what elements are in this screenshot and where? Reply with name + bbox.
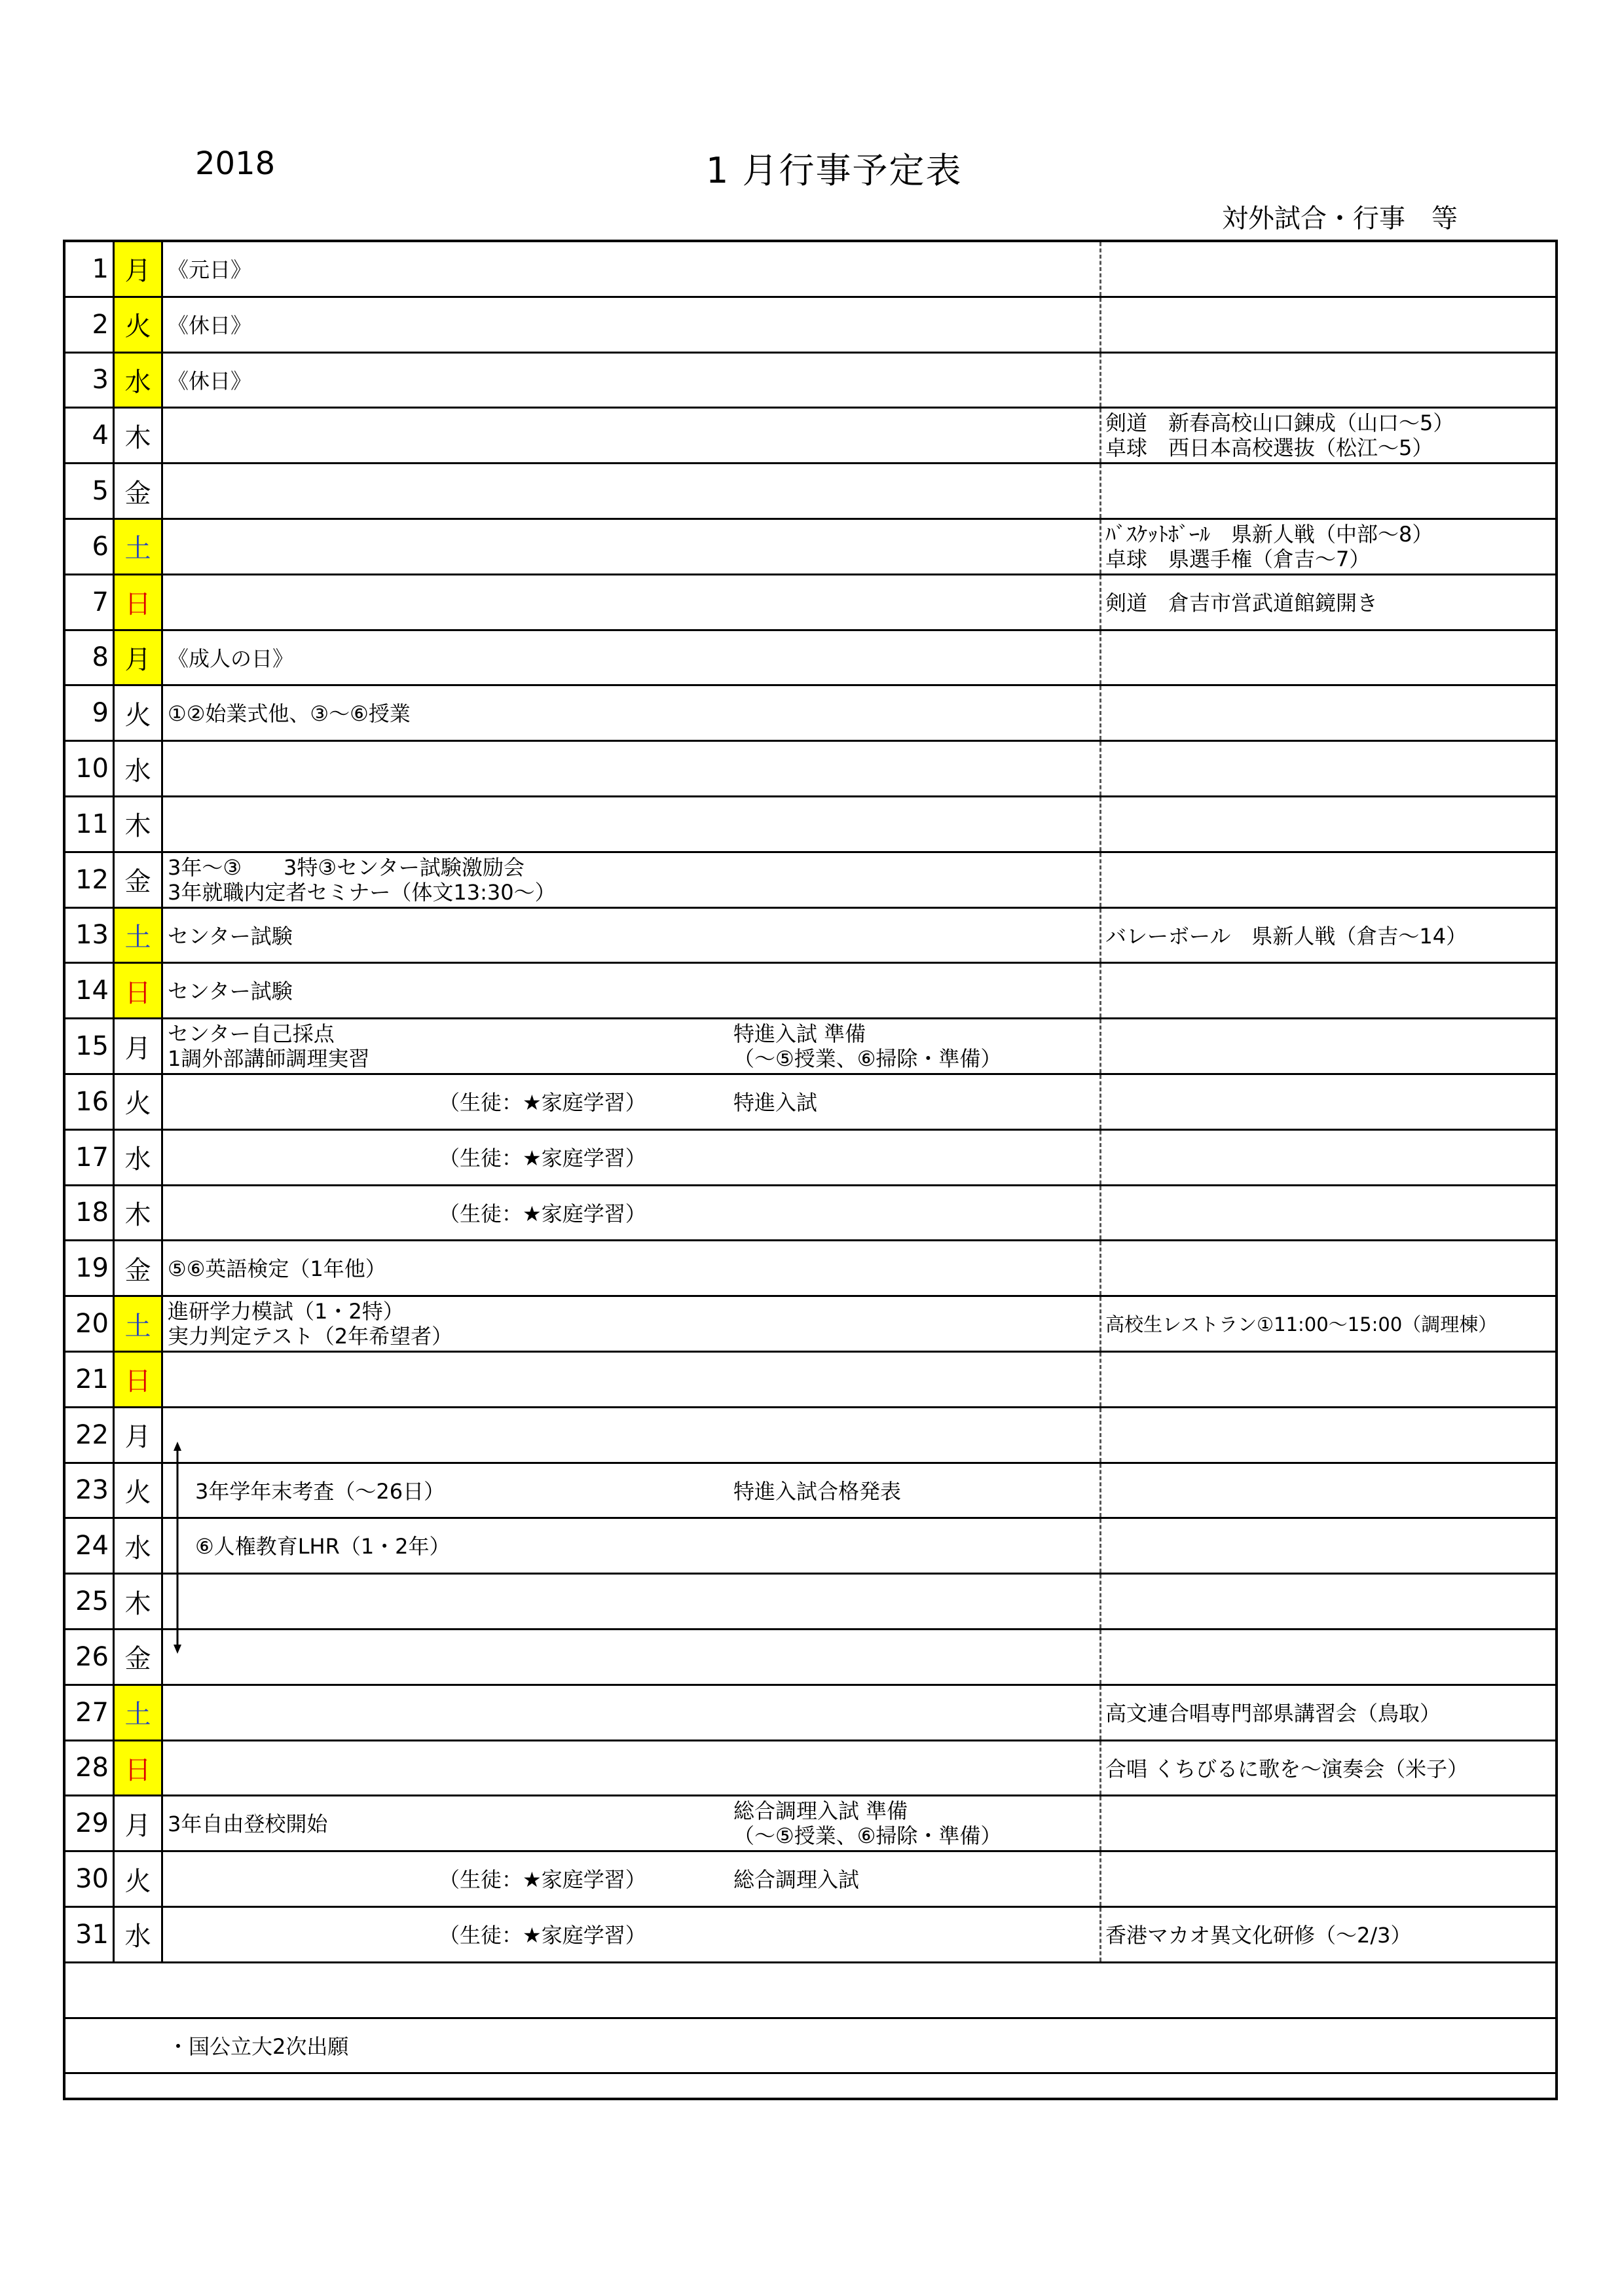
weekday: 木 — [124, 811, 151, 842]
weekday: 土 — [115, 909, 161, 962]
column-divider — [1099, 298, 1101, 352]
school-event: 進研学力模試（1・2特） — [168, 1299, 404, 1324]
entrance-exam-event: 総合調理入試 準備 — [733, 1798, 908, 1824]
column-divider — [1099, 1241, 1101, 1295]
table-row — [65, 354, 1555, 409]
footer-row — [65, 2019, 1555, 2075]
day-number: 14 — [75, 975, 109, 1006]
table-row — [65, 1019, 1555, 1075]
school-event: 3年学年末考査（～26日） — [195, 1478, 445, 1504]
column-divider — [161, 1575, 163, 1628]
table-row — [65, 409, 1555, 464]
day-number: 6 — [92, 531, 109, 562]
table-row — [65, 631, 1555, 687]
home-study-note: （生徒：★家庭学習） — [439, 1090, 646, 1115]
school-event: センター試験 — [168, 979, 293, 1004]
column-divider — [161, 1297, 163, 1351]
column-divider — [1099, 1297, 1101, 1351]
day-number: 13 — [75, 920, 109, 951]
school-event: 《成人の日》 — [168, 646, 294, 671]
column-divider — [161, 1908, 163, 1961]
day-number: 11 — [75, 809, 109, 839]
column-divider — [161, 631, 163, 685]
weekday: 水 — [124, 1922, 151, 1952]
column-divider — [161, 1019, 163, 1073]
day-number: 25 — [75, 1586, 109, 1617]
table-row — [65, 909, 1555, 964]
home-study-note: （生徒：★家庭学習） — [439, 1867, 646, 1893]
school-event: ⑥人権教育LHR（1・2年） — [195, 1534, 451, 1559]
table-row — [65, 1908, 1555, 1963]
column-divider — [1099, 742, 1101, 795]
weekday: 火 — [124, 700, 151, 731]
table-row — [65, 1796, 1555, 1852]
column-divider — [161, 575, 163, 629]
year-label: 2018 — [195, 145, 276, 182]
day-number: 1 — [92, 253, 109, 284]
day-number: 31 — [75, 1919, 109, 1950]
weekday: 火 — [124, 1866, 151, 1897]
table-row — [65, 1186, 1555, 1242]
column-divider — [161, 1353, 163, 1406]
column-divider — [161, 1075, 163, 1129]
column-divider — [161, 686, 163, 740]
school-event: 《元日》 — [168, 257, 252, 282]
school-event: 《休日》 — [168, 312, 252, 338]
table-row — [65, 242, 1555, 298]
column-divider — [161, 1519, 163, 1573]
day-number: 9 — [92, 698, 109, 729]
school-event: 《休日》 — [168, 368, 252, 393]
external-event: バレーボール 県新人戦（倉吉～14） — [1105, 923, 1467, 949]
home-study-note: （生徒：★家庭学習） — [439, 1201, 646, 1226]
column-divider — [1099, 1075, 1101, 1129]
external-event: 剣道 倉吉市営武道館鏡開き — [1105, 590, 1378, 615]
column-divider — [1099, 354, 1101, 407]
weekday: 土 — [115, 520, 161, 574]
day-number: 18 — [75, 1197, 109, 1228]
column-divider — [1099, 1630, 1101, 1684]
weekday: 火 — [124, 1089, 151, 1120]
weekday: 月 — [124, 1422, 151, 1453]
weekday: 水 — [124, 756, 151, 786]
table-row — [65, 797, 1555, 853]
footer-row — [65, 2074, 1555, 2130]
column-divider — [161, 409, 163, 462]
weekday: 日 — [115, 1353, 161, 1406]
weekday: 水 — [124, 1533, 151, 1563]
day-number: 16 — [75, 1086, 109, 1117]
school-event: ⑤⑥英語検定（1年他） — [168, 1256, 386, 1282]
weekday: 火 — [115, 298, 161, 352]
weekday: 土 — [115, 1686, 161, 1740]
table-row — [65, 520, 1555, 575]
column-divider — [1099, 1131, 1101, 1184]
weekday: 月 — [115, 631, 161, 685]
column-divider — [161, 1686, 163, 1740]
table-row — [65, 1241, 1555, 1297]
school-event: 1調外部講師調理実習 — [168, 1046, 370, 1072]
table-row — [65, 742, 1555, 797]
external-event: 卓球 西日本高校選抜（松江～5） — [1105, 435, 1433, 461]
day-number: 28 — [75, 1753, 109, 1783]
table-row — [65, 464, 1555, 520]
table-row — [65, 1741, 1555, 1797]
external-events-heading: 対外試合・行事 等 — [1222, 204, 1458, 234]
home-study-note: （生徒：★家庭学習） — [439, 1145, 646, 1171]
table-row — [65, 1852, 1555, 1908]
home-study-note: （生徒：★家庭学習） — [439, 1923, 646, 1948]
entrance-exam-event: （～⑤授業、⑥掃除・準備） — [733, 1046, 1002, 1072]
column-divider — [161, 1408, 163, 1462]
table-row — [65, 1519, 1555, 1575]
entrance-exam-event: 特進入試 — [733, 1090, 818, 1115]
weekday: 水 — [124, 1144, 151, 1175]
day-number: 12 — [75, 864, 109, 895]
day-number: 10 — [75, 754, 109, 784]
table-row — [65, 1630, 1555, 1686]
table-row — [65, 1131, 1555, 1186]
weekday: 金 — [124, 478, 151, 509]
day-number: 29 — [75, 1808, 109, 1839]
weekday: 金 — [124, 867, 151, 898]
day-number: 22 — [75, 1419, 109, 1450]
table-row — [65, 1464, 1555, 1520]
column-divider — [1099, 464, 1101, 518]
table-row — [65, 1686, 1555, 1741]
external-event: 高校生レストラン①11:00～15:00（調理棟） — [1105, 1313, 1498, 1336]
weekday: 月 — [115, 242, 161, 296]
entrance-exam-event: 総合調理入試 — [733, 1867, 860, 1893]
column-divider — [1099, 964, 1101, 1017]
day-number: 21 — [75, 1364, 109, 1394]
column-divider — [1099, 853, 1101, 907]
column-divider — [161, 1131, 163, 1184]
column-divider — [161, 742, 163, 795]
day-number: 4 — [92, 420, 109, 451]
column-divider — [1099, 1908, 1101, 1961]
weekday: 日 — [115, 575, 161, 629]
column-divider — [1099, 797, 1101, 851]
column-divider — [1099, 1186, 1101, 1240]
day-number: 19 — [75, 1253, 109, 1284]
column-divider — [1099, 1852, 1101, 1906]
day-number: 24 — [75, 1531, 109, 1561]
column-divider — [161, 1241, 163, 1295]
column-divider — [161, 242, 163, 296]
external-event: 香港マカオ異文化研修（～2/3） — [1105, 1923, 1412, 1948]
external-event: ﾊﾞｽｹｯﾄﾎﾞｰﾙ 県新人戦（中部～8） — [1105, 522, 1433, 547]
school-event: 3年就職内定者セミナー（体文13:30～） — [168, 879, 556, 905]
column-divider — [1099, 575, 1101, 629]
column-divider — [161, 520, 163, 574]
external-event: 卓球 県選手権（倉吉～7） — [1105, 547, 1371, 572]
table-row — [65, 1575, 1555, 1630]
school-event: センター試験 — [168, 923, 293, 949]
day-number: 17 — [75, 1142, 109, 1173]
weekday: 水 — [115, 354, 161, 407]
column-divider — [1099, 1796, 1101, 1850]
column-divider — [161, 1464, 163, 1518]
weekday: 金 — [124, 1644, 151, 1675]
column-divider — [161, 1741, 163, 1795]
weekday: 木 — [124, 1199, 151, 1230]
column-divider — [161, 1796, 163, 1850]
weekday: 木 — [124, 1588, 151, 1619]
table-row — [65, 1075, 1555, 1131]
weekday: 日 — [115, 1741, 161, 1795]
footer-note: ・国公立大2次出願 — [168, 2033, 349, 2059]
table-row — [65, 298, 1555, 354]
table-row — [65, 853, 1555, 909]
column-divider — [161, 464, 163, 518]
column-divider — [1099, 1019, 1101, 1073]
column-divider — [1099, 1686, 1101, 1740]
school-event: 実力判定テスト（2年希望者） — [168, 1324, 453, 1349]
day-number: 26 — [75, 1641, 109, 1672]
weekday: 日 — [115, 964, 161, 1017]
table-row — [65, 1408, 1555, 1464]
weekday: 月 — [124, 1033, 151, 1064]
day-number: 23 — [75, 1475, 109, 1506]
table-row — [65, 1353, 1555, 1408]
column-divider — [161, 853, 163, 907]
external-event: 高文連合唱専門部県講習会（鳥取） — [1105, 1700, 1441, 1726]
day-number: 27 — [75, 1697, 109, 1728]
column-divider — [1099, 631, 1101, 685]
column-divider — [1099, 1741, 1101, 1795]
column-divider — [161, 1852, 163, 1906]
column-divider — [161, 298, 163, 352]
column-divider — [1099, 1408, 1101, 1462]
column-divider — [1099, 909, 1101, 962]
entrance-exam-event: （～⑤授業、⑥掃除・準備） — [733, 1823, 1002, 1849]
weekday: 木 — [124, 422, 151, 453]
entrance-exam-event: 特進入試合格発表 — [733, 1478, 902, 1504]
column-divider — [1099, 1519, 1101, 1573]
weekday: 土 — [115, 1297, 161, 1351]
day-number: 2 — [92, 309, 109, 340]
day-number: 30 — [75, 1864, 109, 1895]
column-divider — [1099, 1353, 1101, 1406]
table-row — [65, 575, 1555, 631]
weekday: 火 — [124, 1477, 151, 1508]
column-divider — [1099, 686, 1101, 740]
day-number: 3 — [92, 365, 109, 395]
weekday: 月 — [124, 1810, 151, 1841]
column-divider — [161, 1186, 163, 1240]
column-divider — [1099, 1464, 1101, 1518]
column-divider — [1099, 242, 1101, 296]
entrance-exam-event: 特進入試 準備 — [733, 1021, 866, 1047]
day-number: 7 — [92, 587, 109, 617]
column-divider — [161, 354, 163, 407]
day-number: 5 — [92, 476, 109, 507]
table-row — [65, 686, 1555, 742]
column-divider — [1099, 1575, 1101, 1628]
exam-period-arrow — [173, 1442, 182, 1654]
school-event: 3年自由登校開始 — [168, 1812, 328, 1837]
day-number: 20 — [75, 1309, 109, 1339]
external-event: 合唱 くちびるに歌を～演奏会（米子） — [1105, 1756, 1469, 1781]
column-divider — [161, 909, 163, 962]
table-row — [65, 1297, 1555, 1353]
column-divider — [1099, 409, 1101, 462]
column-divider — [161, 797, 163, 851]
column-divider — [161, 964, 163, 1017]
footer-row — [65, 1963, 1555, 2019]
column-divider — [1099, 520, 1101, 574]
external-event: 剣道 新春高校山口錬成（山口～5） — [1105, 410, 1454, 436]
table-row — [65, 964, 1555, 1019]
school-event: ①②始業式他、③～⑥授業 — [168, 701, 411, 727]
school-event: 3年～③ 3特③センター試験激励会 — [168, 854, 525, 880]
weekday: 金 — [124, 1255, 151, 1286]
school-event: センター自己採点 — [168, 1021, 335, 1047]
schedule-table — [63, 240, 1558, 2100]
column-divider — [161, 1630, 163, 1684]
day-number: 15 — [75, 1031, 109, 1062]
day-number: 8 — [92, 642, 109, 673]
page-title: 1 月行事予定表 — [706, 150, 963, 191]
